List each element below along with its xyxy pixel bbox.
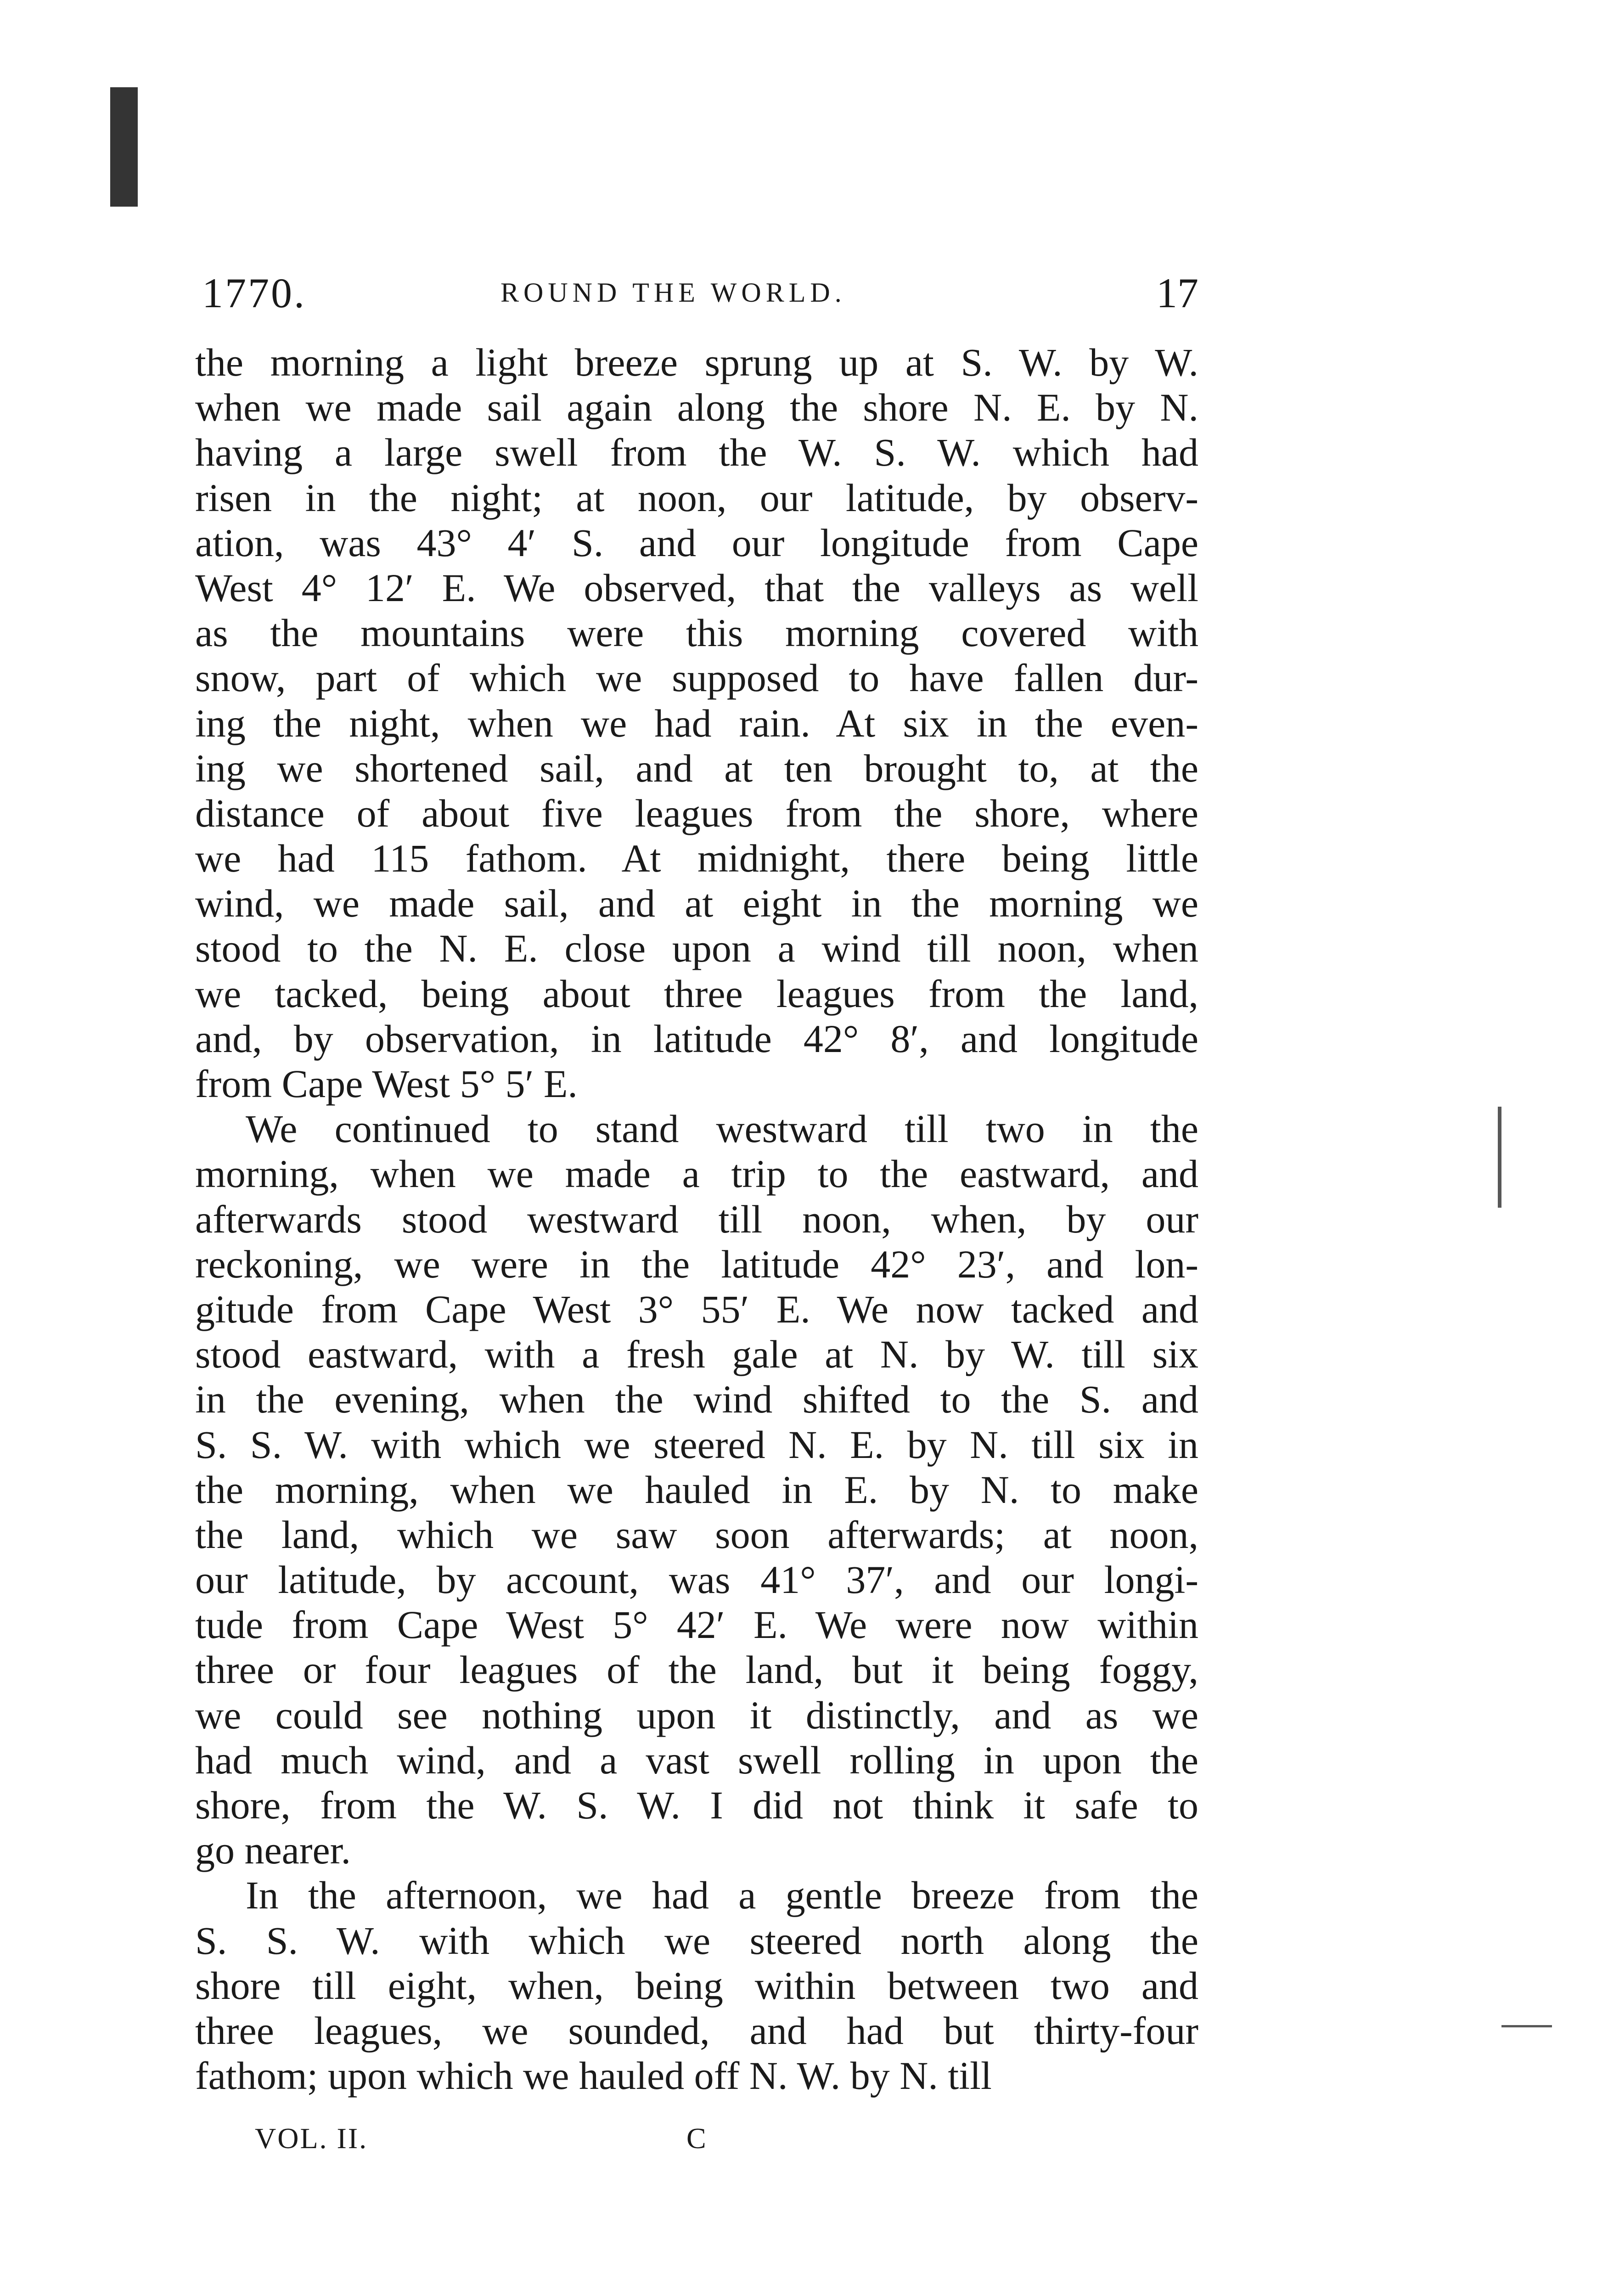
text-line: our latitude, by account, was 41° 37′, and our longi- <box>195 1558 1198 1602</box>
text-line: risen in the night; at noon, our latitude, by observ- <box>195 475 1198 520</box>
text-line: afterwards stood westward till noon, when, by our <box>195 1197 1198 1241</box>
running-head <box>202 269 1198 324</box>
volume-signature: VOL. II. <box>255 2122 368 2155</box>
text-line: three or four leagues of the land, but it being foggy, <box>195 1648 1198 1692</box>
text-line: when we made sail again along the shore N. E. by N. <box>195 385 1198 430</box>
text-line: the land, which we saw soon afterwards; at noon, <box>195 1512 1198 1557</box>
text-line: distance of about five leagues from the shore, where <box>195 791 1198 835</box>
page-footer <box>255 2122 898 2163</box>
text-line: ing we shortened sail, and at ten brought to, at the <box>195 746 1198 790</box>
text-line: fathom; upon which we hauled off N. W. by N. till <box>195 2054 992 2098</box>
text-line: gitude from Cape West 3° 55′ E. We now tacked and <box>195 1287 1198 1331</box>
text-line: tude from Cape West 5° 42′ E. We were now within <box>195 1603 1198 1647</box>
text-line: the morning a light breeze sprung up at S. W. by W. <box>195 340 1198 384</box>
text-line: ing the night, when we had rain. At six in the even- <box>195 701 1198 745</box>
text-line: wind, we made sail, and at eight in the morning we <box>195 881 1198 926</box>
text-line: we had 115 fathom. At midnight, there being little <box>195 836 1198 881</box>
text-line: three leagues, we sounded, and had but thirty-four <box>195 2008 1198 2053</box>
text-line: stood to the N. E. close upon a wind till noon, when <box>195 926 1198 971</box>
text-line: the morning, when we hauled in E. by N. to make <box>195 1467 1198 1512</box>
text-line: in the evening, when the wind shifted to the S. and <box>195 1377 1198 1422</box>
signature-mark: C <box>686 2122 706 2155</box>
paragraph <box>195 1106 1198 1873</box>
text-line: go nearer. <box>195 1828 351 1873</box>
paragraph <box>195 340 1198 1106</box>
text-line: snow, part of which we supposed to have fallen dur- <box>195 656 1198 700</box>
text-line: as the mountains were this morning covered with <box>195 611 1198 655</box>
text-line: S. S. W. with which we steered N. E. by N. till six in <box>195 1422 1198 1467</box>
scan-edge-mark-top <box>110 87 138 207</box>
text-line: we tacked, being about three leagues from the land, <box>195 971 1198 1016</box>
text-line: We continued to stand westward till two in the <box>246 1107 1198 1151</box>
running-head-title: ROUND THE WORLD. <box>500 277 846 308</box>
text-line: West 4° 12′ E. We observed, that the valleys as well <box>195 565 1198 610</box>
text-line: S. S. W. with which we steered north along the <box>195 1918 1198 1963</box>
running-head-year: 1770. <box>202 270 306 316</box>
text-line: shore till eight, when, being within between two and <box>195 1963 1198 2008</box>
text-line: from Cape West 5° 5′ E. <box>195 1062 578 1106</box>
text-line: In the afternoon, we had a gentle breeze from the <box>246 1873 1198 1918</box>
scan-rule-mark <box>1501 2025 1552 2027</box>
scan-bracket-mark <box>1498 1107 1501 1208</box>
text-line: had much wind, and a vast swell rolling in upon the <box>195 1738 1198 1782</box>
body-text <box>195 340 1198 2098</box>
text-line: reckoning, we were in the latitude 42° 23′, and lon- <box>195 1242 1198 1286</box>
text-line: morning, when we made a trip to the eastward, and <box>195 1152 1198 1196</box>
page-number: 17 <box>1156 270 1198 316</box>
text-line: stood eastward, with a fresh gale at N. by W. till six <box>195 1332 1198 1377</box>
text-line: ation, was 43° 4′ S. and our longitude from Cape <box>195 520 1198 565</box>
text-line: and, by observation, in latitude 42° 8′, and longitude <box>195 1016 1198 1061</box>
text-line: we could see nothing upon it distinctly, and as we <box>195 1693 1198 1737</box>
paragraph <box>195 1873 1198 2098</box>
text-line: having a large swell from the W. S. W. which had <box>195 430 1198 475</box>
text-line: shore, from the W. S. W. I did not think it safe to <box>195 1783 1198 1827</box>
